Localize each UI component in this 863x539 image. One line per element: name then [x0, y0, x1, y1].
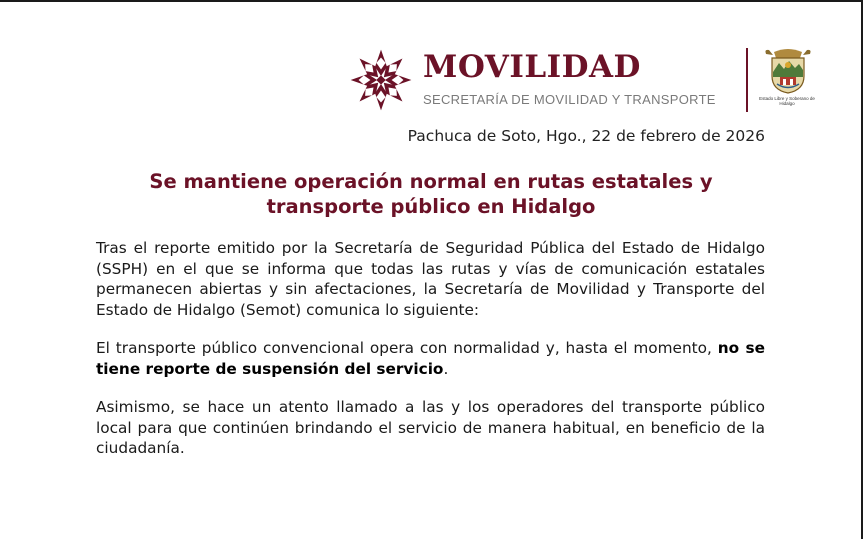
headline: Se mantiene operación normal en rutas estatales y transporte público en Hidalgo: [149, 170, 713, 218]
coat-of-arms-caption: Estado Libre y Soberano de Hidalgo: [759, 96, 815, 106]
top-border: [0, 0, 863, 2]
brand-subtitle: SECRETARÍA DE MOVILIDAD Y TRANSPORTE: [423, 92, 716, 107]
header-divider: [746, 48, 748, 112]
brand-name: MOVILIDAD: [423, 49, 641, 85]
hidalgo-coat-of-arms-icon: [760, 46, 816, 94]
movilidad-star-logo: [348, 47, 414, 113]
paragraph-2-lead: El transporte público convencional opera con normalidad y, hasta el momento,: [96, 339, 718, 357]
paragraph-3: Asimismo, se hace un atento llamado a las y los operadores del transporte público local para que continúen brindando el servicio de manera habitual, en beneficio de la ciudadanía.: [96, 398, 765, 457]
letterhead: [345, 44, 815, 116]
paragraph-2: [96, 338, 765, 379]
place-date: Pachuca de Soto, Hgo., 22 de febrero de 2026: [407, 127, 765, 145]
paragraph-1: Tras el reporte emitido por la Secretaría de Seguridad Pública del Estado de Hidalgo (SSPH) en el que se informa que todas las rutas y vías de comunicación estatales permanecen abiertas y sin afectaciones, la Secretaría de Movilidad y Transporte del Estado de Hidalgo (Semot) comunica lo siguiente:: [96, 239, 765, 319]
paragraph-2-tail: .: [443, 359, 449, 378]
paragraph-2-emphasis: no se tiene reporte de suspensión del servicio: [96, 339, 765, 378]
